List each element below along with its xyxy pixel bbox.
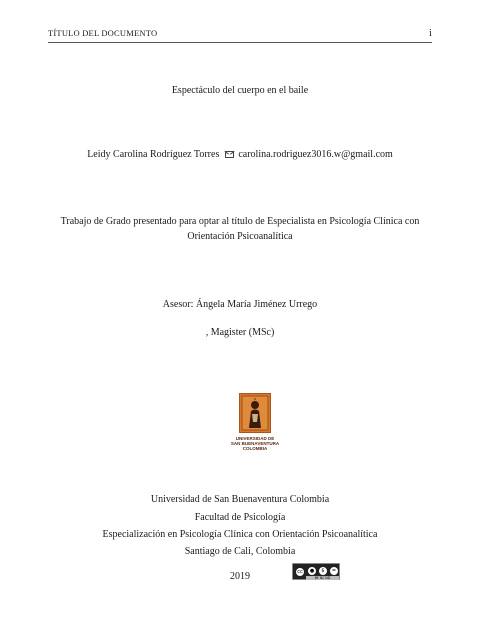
running-header (48, 24, 432, 43)
university-name: Universidad de San Buenaventura Colombia (150, 494, 330, 505)
page-number: i (429, 28, 432, 39)
seal-line-2: SAN BUENAVENTURA (230, 441, 280, 446)
creative-commons-by-nc-nd-icon (292, 563, 340, 580)
publication-year: 2019 (230, 571, 250, 582)
envelope-icon (225, 151, 234, 158)
cc-icon: cc (295, 567, 305, 577)
seal-line-3: COLOMBIA (242, 446, 268, 451)
author-email[interactable]: carolina.rodriguez3016.w@gmail.com (238, 149, 393, 160)
advisor-name: Asesor: Ángela María Jiménez Urrego (162, 299, 318, 310)
cc-nd-icon: = (329, 566, 339, 576)
author-name: Leidy Carolina Rodríguez Torres (87, 149, 220, 160)
faculty-name: Facultad de Psicología (194, 512, 286, 523)
purpose-line-2: Orientación Psicoanalítica (187, 231, 293, 242)
cc-badge-label: BY NC ND (306, 576, 339, 580)
seal-emblem-icon (240, 394, 270, 432)
program-name: Especialización en Psicología Clínica con Orientación Psicoanalítica (102, 529, 378, 540)
city-name: Santiago de Cali, Colombia (184, 546, 296, 557)
cc-nc-icon: $ (318, 566, 328, 576)
university-seal-icon (239, 393, 271, 433)
author-line (0, 148, 480, 161)
purpose-line-1: Trabajo de Grado presentado para optar al título de Especialista en Psicología Clínica con (60, 216, 420, 227)
document-title: Espectáculo del cuerpo en el baile (171, 85, 309, 96)
advisor-degree: , Magister (MSc) (205, 327, 275, 338)
header-title: TÍTULO DEL DOCUMENTO (48, 28, 158, 38)
seal-line-1: UNIVERSIDAD DE (235, 436, 275, 441)
cc-by-icon: ● (307, 566, 317, 576)
